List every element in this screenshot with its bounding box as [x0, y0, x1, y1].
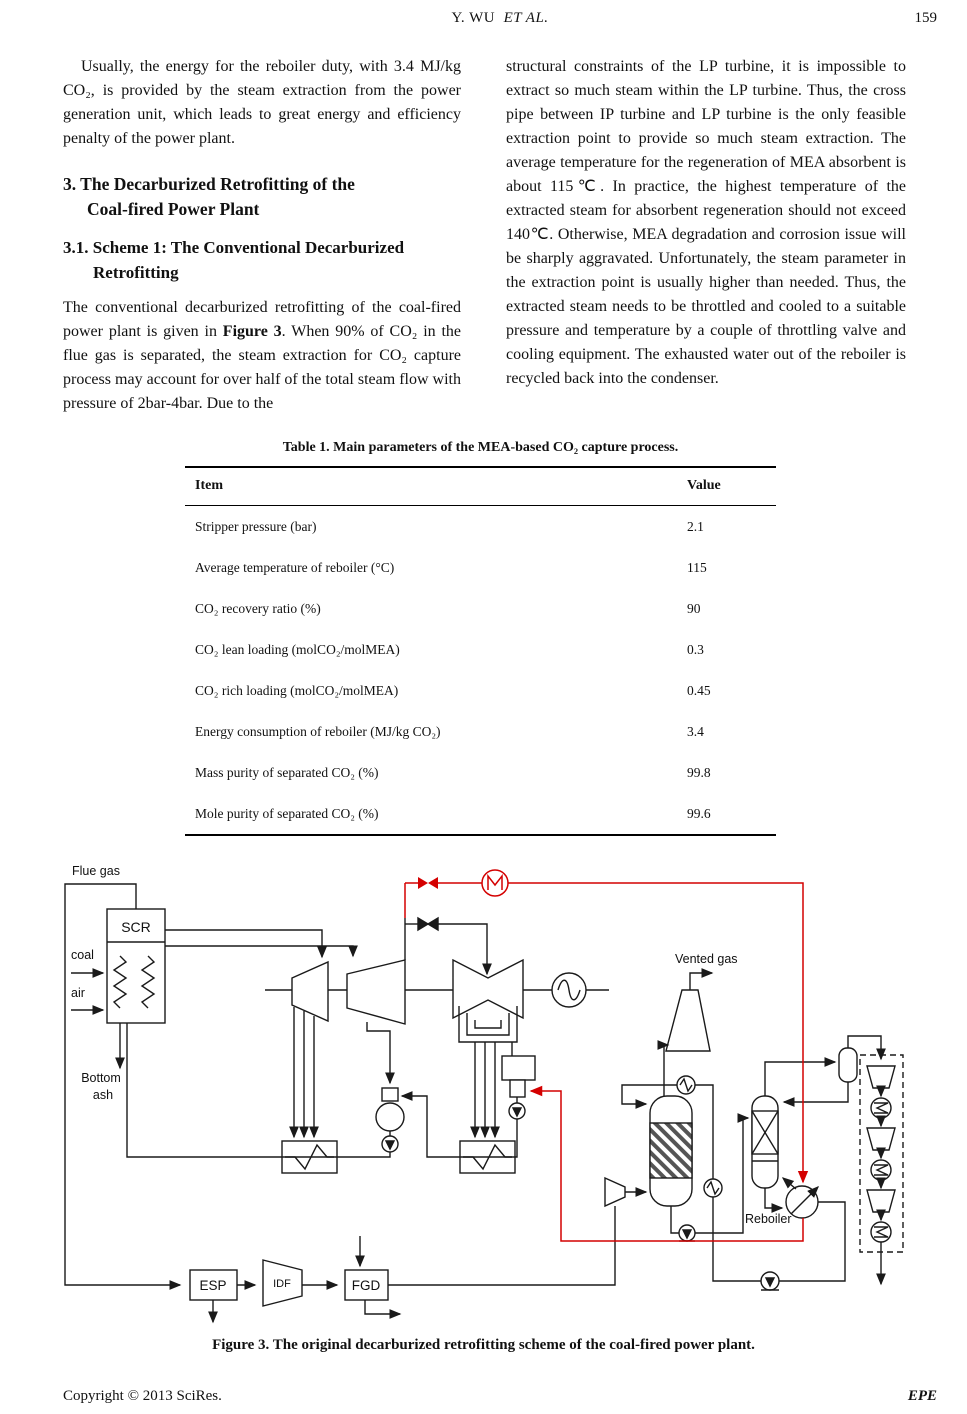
running-authors: [63, 10, 937, 27]
column-header-item: Item: [185, 467, 677, 506]
flash-reflux-line: [784, 1082, 848, 1102]
table-row: [185, 711, 776, 752]
condenser-hotwell: [510, 1080, 525, 1097]
table1-block: [185, 440, 776, 836]
hp-turbine: [292, 962, 328, 1021]
scheme1-text-b: . When 90% of CO₂ in the flue gas is separated, the steam extraction for CO₂ capture process may account for over half of the total steam flow with pressure of 2bar-4bar. Due to the: [63, 323, 462, 412]
flash-drum: [839, 1048, 857, 1082]
et-al: ET AL.: [503, 10, 549, 26]
lp-exhaust-hood: [459, 1006, 517, 1042]
flue-gas-blower: [605, 1178, 625, 1206]
condensate-pump: [509, 1097, 525, 1119]
cross-heat-exchanger: [704, 1179, 722, 1197]
compressor-stage-2: [867, 1128, 895, 1150]
intercooler-1: [871, 1098, 891, 1118]
param-value: 0.3: [687, 641, 704, 657]
absorber-column: [650, 1096, 692, 1206]
stripper-overhead-line: [765, 1062, 835, 1096]
ip-turbine: [347, 960, 405, 1024]
param-value: 99.6: [687, 805, 711, 821]
figure3-caption: Figure 3. The original decarburized retrofitting scheme of the coal-fired power plant.: [212, 1337, 755, 1353]
subsection-heading-31: [63, 235, 461, 285]
main-steam-line: [165, 930, 322, 957]
section-heading-line1: 3. The Decarburized Retrofitting of the: [63, 174, 355, 194]
left-column: [63, 55, 461, 416]
deaerator-extraction-line: [367, 1022, 390, 1083]
deaerator: [376, 1088, 404, 1131]
parameters-table: [185, 466, 776, 836]
lp-turbine: [453, 960, 523, 1018]
figure3-reference: Figure 3: [222, 323, 282, 340]
idf-label: IDF: [273, 1278, 291, 1290]
section-heading-line2: Coal-fired Power Plant: [87, 199, 260, 219]
param-value: 90: [687, 600, 701, 616]
extraction-valve-icon: [418, 877, 438, 889]
feedwater-pump: [127, 1023, 398, 1157]
lean-solvent-line: [713, 1197, 845, 1290]
table-row: [185, 629, 776, 670]
section-heading-3: [63, 172, 461, 222]
column-header-value: Value: [677, 467, 776, 506]
param-item: Average temperature of reboiler (°C): [195, 559, 395, 575]
bottom-ash-label-1: Bottom: [81, 1071, 121, 1085]
author-name: Y. WU: [451, 10, 496, 26]
bottom-ash-label-2: ash: [92, 1088, 114, 1102]
param-value: 115: [687, 559, 707, 575]
fgd-waste-arrow: [365, 1300, 400, 1314]
copyright-text: Copyright © 2013 SciRes.: [63, 1388, 222, 1404]
param-value: 2.1: [687, 518, 704, 534]
table-header-row: [185, 467, 776, 506]
table-row: [185, 670, 776, 711]
page-number: 159: [914, 10, 937, 26]
table1-title: Table 1. Main parameters of the MEA-based CO₂ capture process.: [282, 440, 679, 455]
table-row: [185, 752, 776, 793]
subsection-heading-line1: 3.1. Scheme 1: The Conventional Decarburized: [63, 238, 405, 257]
page-footer: [63, 1388, 937, 1405]
param-item: Mole purity of separated CO₂ (%): [195, 805, 379, 821]
paragraph-scheme1: [63, 296, 461, 416]
paragraph-reboiler-duty: Usually, the energy for the reboiler duty, with 3.4 MJ/kg CO₂, is provided by the steam extraction from the power generation unit, which leads to great energy and efficiency penalty of the power plant.: [63, 58, 461, 147]
lp-extraction-lines: [475, 1042, 495, 1137]
intercooler-3: [871, 1222, 891, 1242]
right-column: [506, 55, 906, 391]
scheme1-text-a: The conventional decarburized retrofitting of the coal-fired power plant is given in: [63, 299, 461, 340]
vented-gas-arrow: [690, 973, 712, 990]
table-row: [185, 793, 776, 835]
scr-label: SCR: [121, 919, 151, 935]
steam-cooler-icon: [482, 870, 508, 896]
subsection-heading-line2: Retrofitting: [93, 263, 179, 282]
journal-abbrev: EPE: [907, 1388, 937, 1404]
param-value: 3.4: [687, 723, 704, 739]
air-label: air: [71, 986, 85, 1000]
table-row: [185, 506, 776, 548]
paragraph-lp-constraints: structural constraints of the LP turbine, it is impossible to extract so much steam within the LP turbine. Thus, the cross pipe between IP turbine and LP turbine is the only feasible extraction point to provide so much steam extraction. The average temperature for the regeneration of MEA absorbent is about 115℃. In practice, the highest temperature of the extracted steam for absorbent regeneration should not exceed 140℃. Otherwise, MEA degradation and corrosion issue will be sharply aggravated. Unfortunately, the steam parameter in the extraction point is usually higher than needed. Thus, the extracted steam needs to be throttled and cooled to a suitable pressure and temperature by a couple of throttling valve and cooling equipment. The exhausted water out of the reboiler is recycled back into the condenser.: [506, 58, 906, 387]
esp-label: ESP: [199, 1278, 227, 1293]
condenser: [502, 1042, 535, 1097]
coal-label: coal: [71, 948, 94, 962]
throttle-valve-icon: [405, 918, 487, 974]
fgd-to-blower-line: [388, 1206, 615, 1285]
param-item: Mass purity of separated CO₂ (%): [195, 764, 379, 780]
param-item: CO₂ rich loading (molCO₂/molMEA): [195, 682, 399, 698]
compression-train: [860, 1055, 903, 1284]
intercooler-2: [871, 1160, 891, 1180]
reheat-steam-line: [165, 946, 353, 956]
absorber-overhead-line: [664, 1045, 668, 1096]
flue-gas-label: Flue gas: [72, 864, 120, 878]
hp-extraction-lines: [294, 1007, 314, 1137]
generator: [552, 973, 586, 1007]
param-item: Stripper pressure (bar): [195, 518, 317, 534]
compressor-stage-3: [867, 1190, 895, 1212]
table-row: [185, 588, 776, 629]
param-item: Energy consumption of reboiler (MJ/kg CO₂): [195, 723, 441, 739]
figure3-diagram: [57, 856, 910, 1330]
running-header: [63, 10, 937, 32]
compressor-stage-1: [867, 1066, 895, 1088]
stripper-column: [752, 1096, 778, 1188]
vented-gas-label: Vented gas: [675, 952, 738, 966]
reboiler-vapor-return: [783, 1178, 796, 1189]
param-value: 99.8: [687, 764, 711, 780]
table-row: [185, 547, 776, 588]
fgd-label: FGD: [351, 1278, 381, 1293]
param-value: 0.45: [687, 682, 711, 698]
reboiler-label: Reboiler: [745, 1212, 792, 1226]
vent-stack: [666, 973, 712, 1051]
param-item: CO₂ lean loading (molCO₂/molMEA): [195, 641, 400, 657]
table-body: [185, 506, 776, 836]
absorber-packing: [650, 1123, 692, 1178]
param-item: CO₂ recovery ratio (%): [195, 600, 321, 616]
